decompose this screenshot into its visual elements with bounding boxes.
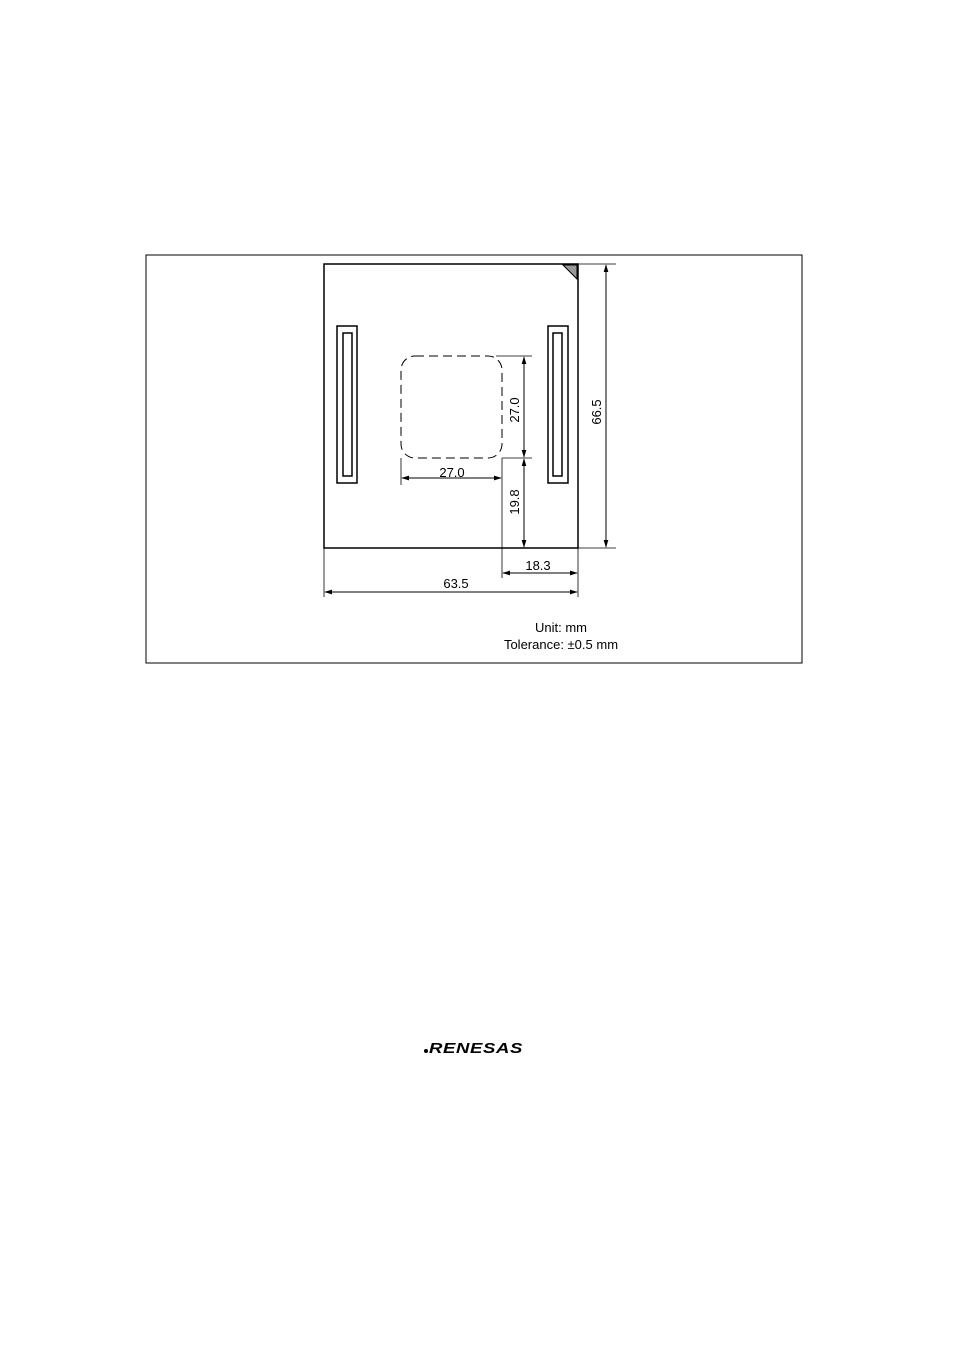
- dim-label-overall-height: 66.5: [589, 399, 604, 425]
- chip-footprint-dashed: [401, 356, 502, 458]
- left-connector: [337, 326, 357, 483]
- dim-label-chip-width: 27.0: [439, 465, 465, 480]
- board-outline: [324, 264, 578, 548]
- figure-frame: [146, 255, 802, 663]
- tolerance-note: Tolerance: ±0.5 mm: [503, 637, 619, 652]
- unit-note: Unit: mm: [535, 620, 587, 635]
- pin1-corner-mark: [563, 265, 577, 279]
- right-connector: [548, 326, 568, 483]
- dim-label-chip-height: 27.0: [507, 397, 522, 423]
- dim-label-chip-offset-x: 18.3: [525, 558, 551, 573]
- dim-label-overall-width: 63.5: [443, 576, 469, 591]
- renesas-logo: [421, 1036, 525, 1058]
- extension-lines: [324, 264, 616, 597]
- dim-label-chip-offset-y: 19.8: [507, 489, 522, 515]
- renesas-logo-text: RENESAS: [429, 1040, 523, 1057]
